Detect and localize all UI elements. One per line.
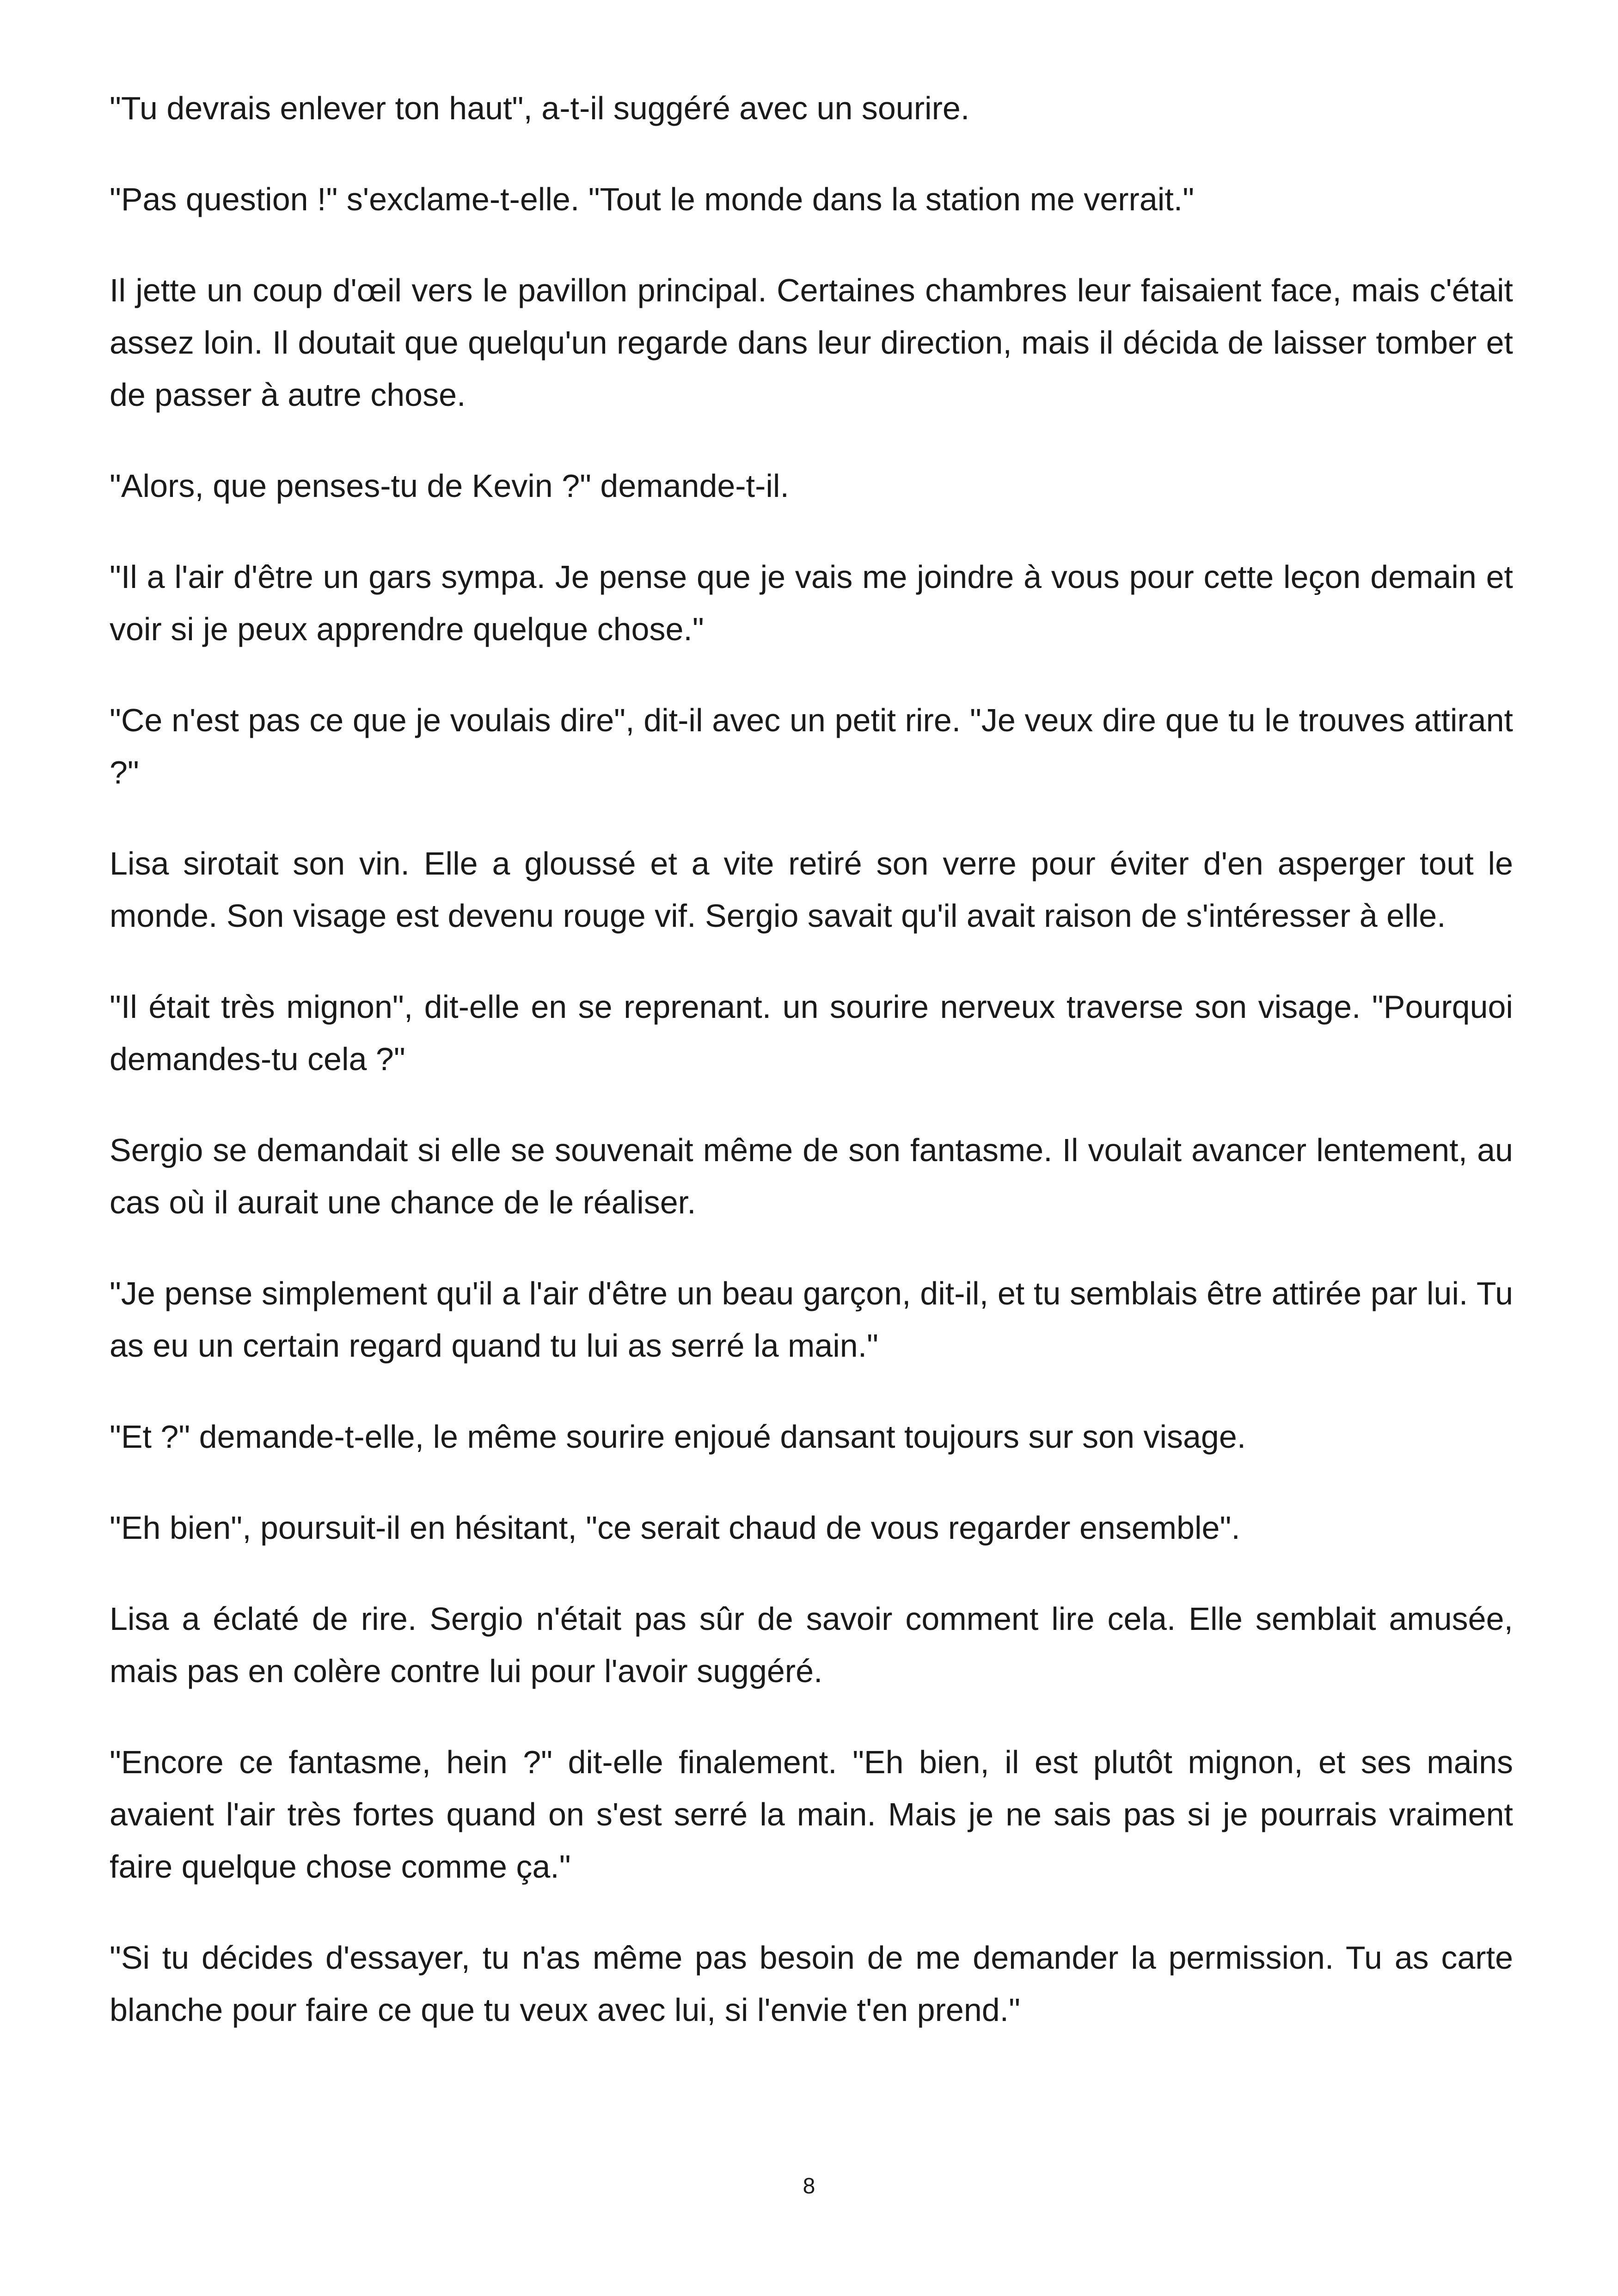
paragraph: Il jette un coup d'œil vers le pavillon principal. Certaines chambres leur faisaient face, mais c'était assez loin. Il doutait que quelqu'un regarde dans leur direction, mais il décida de laisser tomber et de passer à autre chose.: [110, 272, 1513, 413]
paragraph: "Eh bien", poursuit-il en hésitant, "ce serait chaud de vous regarder ensemble".: [110, 1510, 1240, 1546]
paragraph: "Et ?" demande-t-elle, le même sourire enjoué dansant toujours sur son visage.: [110, 1419, 1246, 1455]
paragraph: Lisa a éclaté de rire. Sergio n'était pas sûr de savoir comment lire cela. Elle semblait amusée, mais pas en colère contre lui pour l'avoir suggéré.: [110, 1601, 1513, 1689]
paragraph: "Pas question !" s'exclame-t-elle. "Tout le monde dans la station me verrait.": [110, 181, 1195, 217]
document-body: [110, 82, 1513, 2075]
paragraph: "Il a l'air d'être un gars sympa. Je pense que je vais me joindre à vous pour cette leçon demain et voir si je peux apprendre quelque chose.": [110, 559, 1513, 647]
paragraph: "Si tu décides d'essayer, tu n'as même pas besoin de me demander la permission. Tu as carte blanche pour faire ce que tu veux avec lui, si l'envie t'en prend.": [110, 1940, 1513, 2028]
paragraph: "Tu devrais enlever ton haut", a-t-il suggéré avec un sourire.: [110, 90, 970, 126]
paragraph: Sergio se demandait si elle se souvenait même de son fantasme. Il voulait avancer lentement, au cas où il aurait une chance de le réaliser.: [110, 1132, 1513, 1220]
paragraph: "Je pense simplement qu'il a l'air d'être un beau garçon, dit-il, et tu semblais être attirée par lui. Tu as eu un certain regard quand tu lui as serré la main.": [110, 1275, 1513, 1364]
paragraph: "Encore ce fantasme, hein ?" dit-elle finalement. "Eh bien, il est plutôt mignon, et ses mains avaient l'air très fortes quand on s'est serré la main. Mais je ne sais pas si je pourrais vraiment faire quelque chose comme ça.": [110, 1744, 1513, 1885]
paragraph: Lisa sirotait son vin. Elle a gloussé et a vite retiré son verre pour éviter d'en asperger tout le monde. Son visage est devenu rouge vif. Sergio savait qu'il avait raison de s'intéresser à elle.: [110, 845, 1513, 934]
paragraph: "Ce n'est pas ce que je voulais dire", dit-il avec un petit rire. "Je veux dire que tu le trouves attirant ?": [110, 702, 1513, 790]
paragraph: "Il était très mignon", dit-elle en se reprenant. un sourire nerveux traverse son visage. "Pourquoi demandes-tu cela ?": [110, 989, 1513, 1077]
paragraph: "Alors, que penses-tu de Kevin ?" demande-t-il.: [110, 468, 789, 504]
page-number: 8: [803, 2174, 815, 2198]
